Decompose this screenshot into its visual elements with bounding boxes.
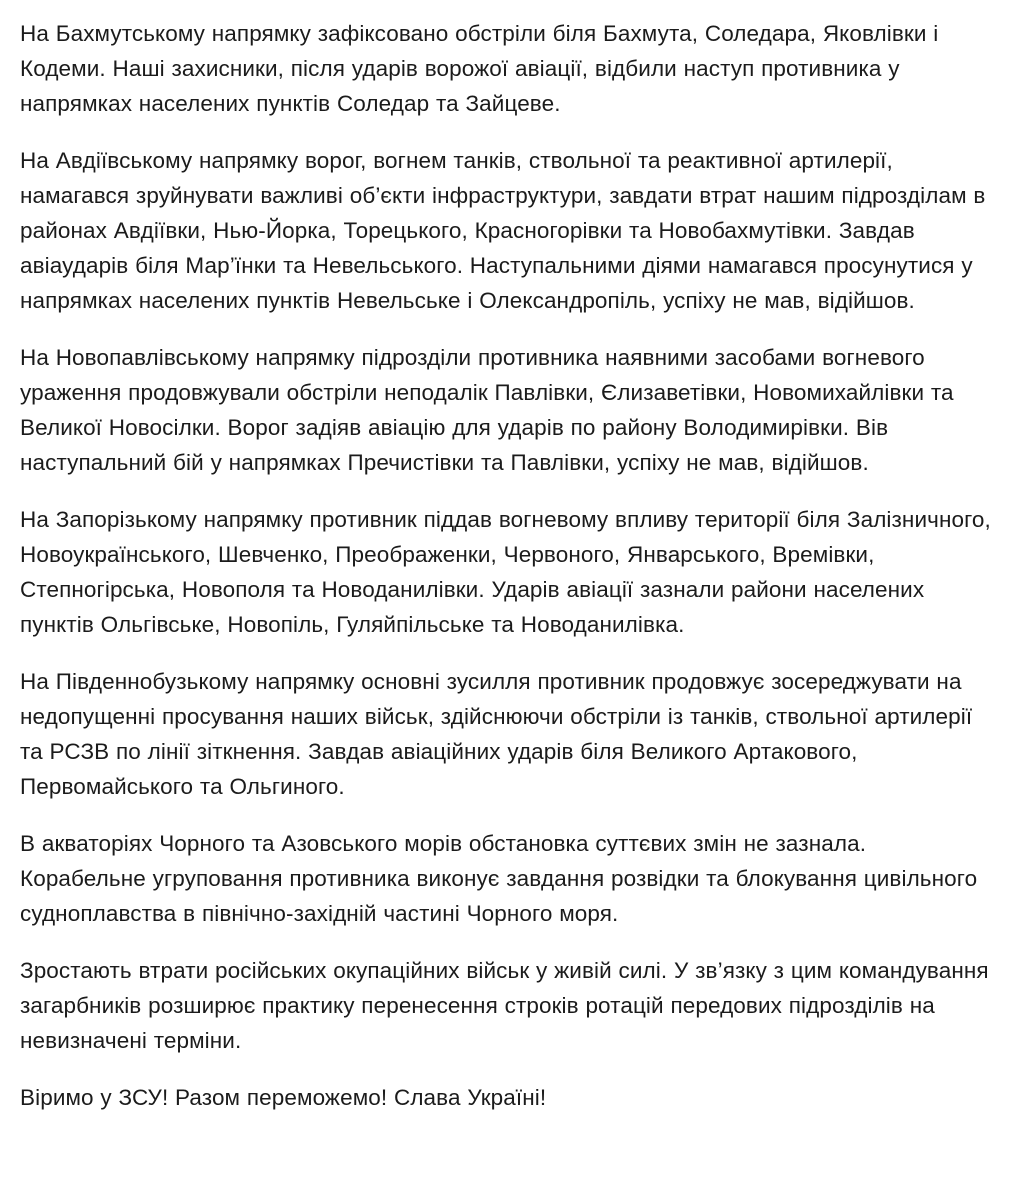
paragraph: В акваторіях Чорного та Азовського морів обстановка суттєвих змін не зазнала. Корабельне угруповання противника виконує завдання розвідки та блокування цивільного судноплавства в північно-західній частині Чорного моря. [20, 831, 978, 926]
paragraph: Зростають втрати російських окупаційних військ у живій силі. У зв’язку з цим командування загарбників розширює практику перенесення строків ротацій передових підрозділів на невизначені терміни. [20, 958, 989, 1053]
paragraph: На Авдіївському напрямку ворог, вогнем танків, ствольної та реактивної артилерії, намагався зруйнувати важливі об’єкти інфраструктури, завдати втрат нашим підрозділам в районах Авдіївки, Нью-Йорка, Торецького, Красногорівки та Новобахмутівки. Завдав авіаударів біля Мар’їнки та Невельського. Наступальними діями намагався просунутися у напрямках населених пунктів Невельське і Олександропіль, успіху не мав, відійшов. [20, 148, 986, 313]
paragraph-closing: Віримо у ЗСУ! Разом переможемо! Слава Україні! [20, 1085, 547, 1110]
paragraph: На Південнобузькому напрямку основні зусилля противник продовжує зосереджувати на недопущенні просування наших військ, здійснюючи обстріли із танків, ствольної артилерії та РСЗВ по лінії зіткнення. Завдав авіаційних ударів біля Великого Артакового, Первомайського та Ольгиного. [20, 669, 973, 799]
paragraph: На Бахмутському напрямку зафіксовано обстріли біля Бахмута, Соледара, Яковлівки і Кодеми. Наші захисники, після ударів ворожої авіації, відбили наступ противника у напрямках населених пунктів Соледар та Зайцеве. [20, 21, 939, 116]
paragraph: На Новопавлівському напрямку підрозділи противника наявними засобами вогневого ураження продовжували обстріли неподалік Павлівки, Єлизаветівки, Новомихайлівки та Великої Новосілки. Ворог задіяв авіацію для ударів по району Володимирівки. Вів наступальний бій у напрямках Пречистівки та Павлівки, успіху не мав, відійшов. [20, 345, 954, 475]
paragraph: На Запорізькому напрямку противник піддав вогневому впливу території біля Залізничного, Новоукраїнського, Шевченко, Преображенки, Червоного, Январського, Времівки, Степногірська, Новополя та Новоданилівки. Ударів авіації зазнали райони населених пунктів Ольгівське, Новопіль, Гуляйпільське та Новоданилівка. [20, 507, 991, 637]
